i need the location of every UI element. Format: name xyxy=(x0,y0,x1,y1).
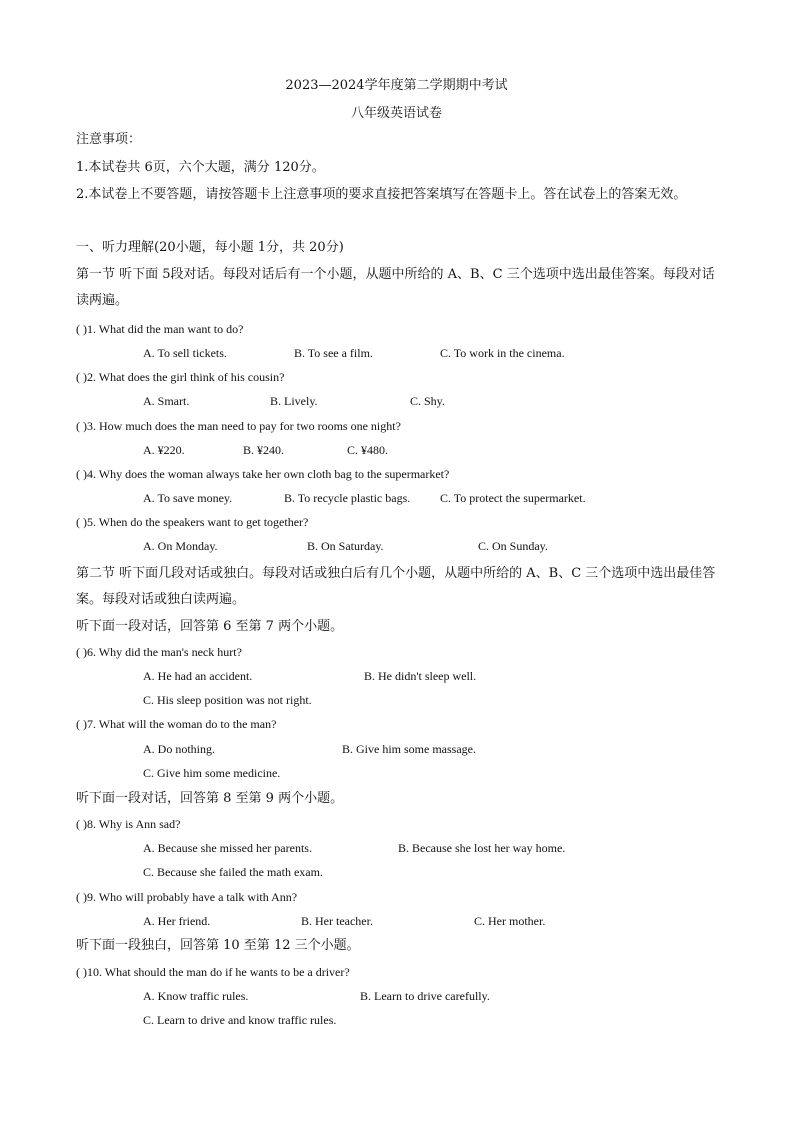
notes-item-2: 2.本试卷上不要答题，请按答题卡上注意事项的要求直接把答案填写在答题卡上。答在试卷上的答案无效。 xyxy=(76,187,687,202)
q1-option-a: A. To sell tickets. xyxy=(143,346,227,360)
q1-option-b: B. To see a film. xyxy=(294,346,373,360)
exam-subtitle: 八年级英语试卷 xyxy=(350,106,442,121)
q2-option-b: B. Lively. xyxy=(270,394,318,408)
notes-heading: 注意事项： xyxy=(76,132,142,147)
question-5: ( )5. When do the speakers want to get together? xyxy=(76,515,309,529)
q6-option-b: B. He didn't sleep well. xyxy=(364,669,477,683)
q7-option-b: B. Give him some massage. xyxy=(342,742,476,756)
q7-option-c: C. Give him some medicine. xyxy=(143,766,281,780)
q2-option-c: C. Shy. xyxy=(410,394,445,408)
question-4: ( )4. Why does the woman always take her own cloth bag to the supermarket? xyxy=(76,467,450,481)
part-1-instructions: 第一节 听下面 5段对话。每段对话后有一个小题，从题中所给的 A、B、C 三个选项中选出最佳答案。每段对话读两遍。 xyxy=(76,267,715,308)
q7-option-a: A. Do nothing. xyxy=(143,742,215,756)
q3-option-b: B. ¥240. xyxy=(243,443,285,457)
notes-item-1: 1.本试卷共 6页，六个大题，满分 120分。 xyxy=(76,160,325,175)
question-7: ( )7. What will the woman do to the man? xyxy=(76,717,277,731)
q8-option-c: C. Because she failed the math exam. xyxy=(143,865,323,879)
question-1: ( )1. What did the man want to do? xyxy=(76,322,244,336)
q9-option-b: B. Her teacher. xyxy=(301,914,373,928)
q5-option-c: C. On Sunday. xyxy=(478,539,548,553)
section-1-heading: 一、听力理解(20小题，每小题 1分，共 20分) xyxy=(76,240,344,255)
q6-option-a: A. He had an accident. xyxy=(143,669,253,683)
q10-option-a: A. Know traffic rules. xyxy=(143,989,249,1003)
q4-option-b: B. To recycle plastic bags. xyxy=(284,491,411,505)
question-3: ( )3. How much does the man need to pay for two rooms one night? xyxy=(76,419,401,433)
q3-option-a: A. ¥220. xyxy=(143,443,185,457)
part-2-instructions: 第二节 听下面几段对话或独白。每段对话或独白后有几个小题，从题中所给的 A、B、C 三个选项中选出最佳答案。每段对话或独白读两遍。 xyxy=(76,566,716,607)
monologue-10-12-intro: 听下面一段独白，回答第 10 至第 12 三个小题。 xyxy=(76,938,360,953)
dialogue-8-9-intro: 听下面一段对话，回答第 8 至第 9 两个小题。 xyxy=(76,791,344,806)
q5-option-a: A. On Monday. xyxy=(143,539,218,553)
q6-option-c: C. His sleep position was not right. xyxy=(143,693,312,707)
q10-option-b: B. Learn to drive carefully. xyxy=(360,989,490,1003)
q1-option-c: C. To work in the cinema. xyxy=(440,346,565,360)
q2-option-a: A. Smart. xyxy=(143,394,190,408)
q9-option-c: C. Her mother. xyxy=(474,914,546,928)
q10-option-c: C. Learn to drive and know traffic rules. xyxy=(143,1013,337,1027)
question-2: ( )2. What does the girl think of his cousin? xyxy=(76,370,285,384)
q8-option-a: A. Because she missed her parents. xyxy=(143,841,312,855)
question-8: ( )8. Why is Ann sad? xyxy=(76,817,181,831)
question-9: ( )9. Who will probably have a talk with Ann? xyxy=(76,890,298,904)
question-10: ( )10. What should the man do if he wants to be a driver? xyxy=(76,965,350,979)
q8-option-b: B. Because she lost her way home. xyxy=(398,841,566,855)
exam-title: 2023—2024学年度第二学期期中考试 xyxy=(285,78,508,93)
q4-option-a: A. To save money. xyxy=(143,491,233,505)
question-6: ( )6. Why did the man's neck hurt? xyxy=(76,645,242,659)
dialogue-6-7-intro: 听下面一段对话，回答第 6 至第 7 两个小题。 xyxy=(76,619,344,634)
q9-option-a: A. Her friend. xyxy=(143,914,211,928)
q4-option-c: C. To protect the supermarket. xyxy=(440,491,586,505)
q5-option-b: B. On Saturday. xyxy=(307,539,384,553)
q3-option-c: C. ¥480. xyxy=(347,443,389,457)
